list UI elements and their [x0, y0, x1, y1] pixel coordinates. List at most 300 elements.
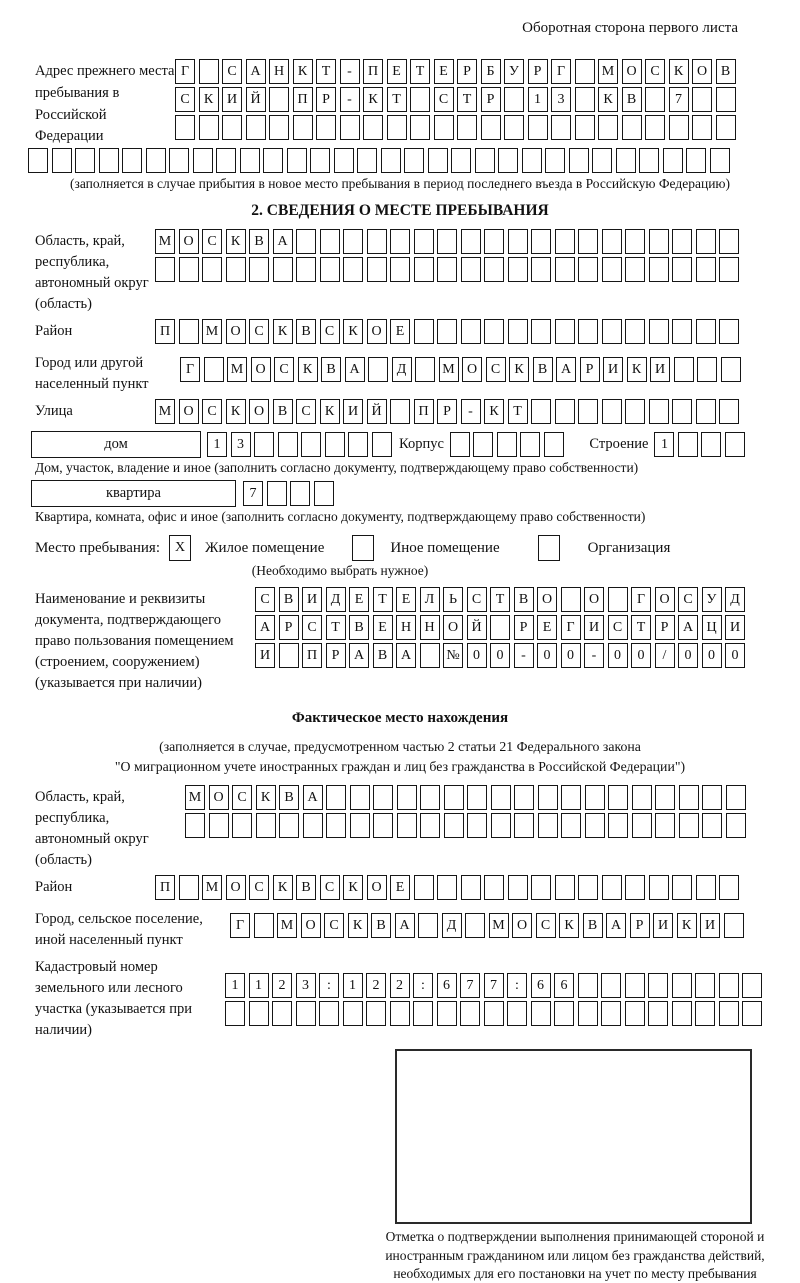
- empty-char-box: [701, 432, 721, 457]
- char-box: В: [279, 785, 299, 810]
- empty-char-box: [246, 115, 266, 140]
- char-box: :: [319, 973, 339, 998]
- empty-char-box: [437, 875, 457, 900]
- field-region: [35, 229, 800, 315]
- empty-char-box: [256, 813, 276, 838]
- char-box: И: [222, 87, 242, 112]
- empty-char-box: [632, 813, 652, 838]
- district-actual-label: Район: [35, 879, 73, 896]
- empty-char-box: [366, 1001, 386, 1026]
- char-box: Р: [481, 87, 501, 112]
- empty-char-box: [414, 319, 434, 344]
- empty-char-box: [672, 399, 692, 424]
- char-box: Е: [373, 615, 393, 640]
- char-box: В: [296, 875, 316, 900]
- stay-type-checkbox-other: [352, 535, 374, 561]
- empty-char-box: [672, 973, 692, 998]
- empty-char-box: [719, 229, 739, 254]
- char-box: К: [226, 229, 246, 254]
- char-box: Р: [457, 59, 477, 84]
- char-box: М: [598, 59, 618, 84]
- empty-char-box: [702, 813, 722, 838]
- empty-char-box: [325, 432, 345, 457]
- empty-char-box: [484, 1001, 504, 1026]
- char-box: 6: [437, 973, 457, 998]
- char-box: Н: [396, 615, 416, 640]
- char-box: Ц: [702, 615, 722, 640]
- char-box: Е: [387, 59, 407, 84]
- empty-char-box: [678, 432, 698, 457]
- char-box: С: [645, 59, 665, 84]
- empty-char-box: [696, 229, 716, 254]
- char-box: В: [533, 357, 553, 382]
- char-box: Т: [508, 399, 528, 424]
- char-box: К: [343, 319, 363, 344]
- char-box: 2: [272, 973, 292, 998]
- empty-char-box: [649, 399, 669, 424]
- empty-char-box: [742, 1001, 762, 1026]
- char-box: Г: [631, 587, 651, 612]
- empty-char-box: [467, 813, 487, 838]
- empty-char-box: [592, 148, 612, 173]
- empty-char-box: [672, 875, 692, 900]
- char-box: С: [255, 587, 275, 612]
- empty-char-box: [608, 785, 628, 810]
- char-box: И: [584, 615, 604, 640]
- empty-char-box: [169, 148, 189, 173]
- street-label: Улица: [35, 403, 73, 420]
- empty-char-box: [199, 115, 219, 140]
- city-actual-row: [230, 913, 747, 938]
- house-type-box: дом: [31, 431, 201, 458]
- char-box: Р: [514, 615, 534, 640]
- city-label: Город или другой населенный пункт: [35, 355, 149, 393]
- empty-char-box: [602, 229, 622, 254]
- char-box: М: [202, 875, 222, 900]
- empty-char-box: [578, 973, 598, 998]
- empty-char-box: [414, 229, 434, 254]
- empty-char-box: [465, 913, 485, 938]
- empty-char-box: [555, 875, 575, 900]
- prev-address-label: Адрес прежнего места пребывания в Российской Федерации: [35, 63, 175, 145]
- empty-char-box: [437, 229, 457, 254]
- empty-char-box: [692, 115, 712, 140]
- empty-char-box: [522, 148, 542, 173]
- empty-char-box: [555, 257, 575, 282]
- empty-char-box: [52, 148, 72, 173]
- empty-char-box: [460, 1001, 480, 1026]
- char-box: О: [367, 319, 387, 344]
- empty-char-box: [204, 357, 224, 382]
- empty-char-box: [544, 432, 564, 457]
- empty-char-box: [367, 257, 387, 282]
- char-box: В: [249, 229, 269, 254]
- empty-char-box: [672, 1001, 692, 1026]
- empty-char-box: [272, 1001, 292, 1026]
- char-box: С: [324, 913, 344, 938]
- empty-char-box: [622, 115, 642, 140]
- char-box: К: [348, 913, 368, 938]
- empty-char-box: [199, 59, 219, 84]
- char-box: 6: [554, 973, 574, 998]
- empty-char-box: [75, 148, 95, 173]
- empty-char-box: [686, 148, 706, 173]
- empty-char-box: [390, 257, 410, 282]
- stroenie-cells: [654, 432, 748, 457]
- empty-char-box: [461, 229, 481, 254]
- char-box: И: [653, 913, 673, 938]
- char-box: Т: [457, 87, 477, 112]
- char-box: И: [650, 357, 670, 382]
- empty-char-box: [561, 813, 581, 838]
- empty-char-box: [645, 87, 665, 112]
- empty-char-box: [625, 319, 645, 344]
- char-box: Т: [373, 587, 393, 612]
- char-box: О: [179, 399, 199, 424]
- empty-char-box: [415, 357, 435, 382]
- field-district: [35, 319, 800, 347]
- empty-char-box: [508, 319, 528, 344]
- empty-char-box: [679, 813, 699, 838]
- stay-type-note: (Необходимо выбрать нужное): [251, 563, 429, 579]
- empty-char-box: [28, 148, 48, 173]
- char-box: М: [185, 785, 205, 810]
- char-box: А: [273, 229, 293, 254]
- char-box: Е: [396, 587, 416, 612]
- char-box: М: [227, 357, 247, 382]
- empty-char-box: [301, 432, 321, 457]
- empty-char-box: [645, 115, 665, 140]
- char-box: В: [514, 587, 534, 612]
- empty-char-box: [663, 148, 683, 173]
- char-box: -: [584, 643, 604, 668]
- char-box: В: [716, 59, 736, 84]
- empty-char-box: [216, 148, 236, 173]
- empty-char-box: [655, 813, 675, 838]
- empty-char-box: [601, 973, 621, 998]
- char-box: С: [608, 615, 628, 640]
- korpus-label: Корпус: [399, 436, 444, 453]
- empty-char-box: [538, 785, 558, 810]
- empty-char-box: [179, 257, 199, 282]
- empty-char-box: [742, 973, 762, 998]
- char-box: В: [349, 615, 369, 640]
- char-box: К: [484, 399, 504, 424]
- empty-char-box: [504, 87, 524, 112]
- char-box: Е: [390, 319, 410, 344]
- char-box: О: [512, 913, 532, 938]
- empty-char-box: [193, 148, 213, 173]
- char-box: -: [514, 643, 534, 668]
- empty-char-box: [696, 257, 716, 282]
- empty-char-box: [155, 257, 175, 282]
- char-box: Р: [316, 87, 336, 112]
- empty-char-box: [719, 257, 739, 282]
- empty-char-box: [314, 481, 334, 506]
- empty-char-box: [357, 148, 377, 173]
- char-box: Е: [537, 615, 557, 640]
- empty-char-box: [418, 913, 438, 938]
- empty-char-box: [669, 115, 689, 140]
- char-box: А: [678, 615, 698, 640]
- empty-char-box: [319, 1001, 339, 1026]
- stroenie-label: Строение: [589, 436, 649, 453]
- empty-char-box: [373, 785, 393, 810]
- empty-char-box: [625, 257, 645, 282]
- char-box: Г: [180, 357, 200, 382]
- empty-char-box: [575, 87, 595, 112]
- char-box: Г: [561, 615, 581, 640]
- char-box: Н: [269, 59, 289, 84]
- empty-char-box: [437, 1001, 457, 1026]
- empty-char-box: [269, 115, 289, 140]
- empty-char-box: [625, 973, 645, 998]
- empty-char-box: [263, 148, 283, 173]
- char-box: А: [556, 357, 576, 382]
- char-box: С: [274, 357, 294, 382]
- empty-char-box: [655, 785, 675, 810]
- char-box: Д: [725, 587, 745, 612]
- empty-char-box: [498, 148, 518, 173]
- empty-char-box: [554, 1001, 574, 1026]
- char-box: М: [439, 357, 459, 382]
- empty-char-box: [343, 257, 363, 282]
- empty-char-box: [491, 813, 511, 838]
- empty-char-box: [296, 257, 316, 282]
- char-box: Т: [490, 587, 510, 612]
- char-box: О: [622, 59, 642, 84]
- char-box: 2: [366, 973, 386, 998]
- char-box: -: [340, 59, 360, 84]
- empty-char-box: [585, 785, 605, 810]
- char-box: О: [226, 319, 246, 344]
- stamp-area: [385, 1049, 765, 1283]
- char-box: О: [301, 913, 321, 938]
- char-box: О: [655, 587, 675, 612]
- empty-char-box: [320, 257, 340, 282]
- char-box: 7: [243, 481, 263, 506]
- char-box: О: [226, 875, 246, 900]
- char-box: О: [537, 587, 557, 612]
- empty-char-box: [225, 1001, 245, 1026]
- char-box: П: [414, 399, 434, 424]
- empty-char-box: [397, 785, 417, 810]
- empty-char-box: [99, 148, 119, 173]
- empty-char-box: [616, 148, 636, 173]
- empty-char-box: [185, 813, 205, 838]
- char-box: 7: [484, 973, 504, 998]
- char-box: 3: [551, 87, 571, 112]
- empty-char-box: [484, 319, 504, 344]
- char-box: 0: [725, 643, 745, 668]
- empty-char-box: [575, 115, 595, 140]
- prev-address-row-3: [175, 115, 739, 140]
- char-box: В: [273, 399, 293, 424]
- empty-char-box: [538, 813, 558, 838]
- empty-char-box: [719, 399, 739, 424]
- char-box: П: [155, 875, 175, 900]
- actual-location-caption-1: (заполняется в случае, предусмотренном частью 2 статьи 21 Федерального закона: [159, 739, 641, 755]
- empty-char-box: [695, 973, 715, 998]
- empty-char-box: [555, 229, 575, 254]
- empty-char-box: [639, 148, 659, 173]
- empty-char-box: [692, 87, 712, 112]
- prev-address-caption: (заполняется в случае прибытия в новое место пребывания в период последнего въезда в Российскую Федерацию): [69, 176, 731, 191]
- empty-char-box: [719, 875, 739, 900]
- empty-char-box: [381, 148, 401, 173]
- house-row: [31, 431, 800, 458]
- empty-char-box: [390, 1001, 410, 1026]
- district-row: [155, 319, 743, 344]
- char-box: К: [343, 875, 363, 900]
- empty-char-box: [695, 1001, 715, 1026]
- char-box: 0: [490, 643, 510, 668]
- char-box: К: [627, 357, 647, 382]
- empty-char-box: [625, 875, 645, 900]
- empty-char-box: [578, 257, 598, 282]
- char-box: К: [226, 399, 246, 424]
- empty-char-box: [481, 115, 501, 140]
- empty-char-box: [598, 115, 618, 140]
- char-box: В: [279, 587, 299, 612]
- char-box: С: [296, 399, 316, 424]
- empty-char-box: [390, 229, 410, 254]
- empty-char-box: [531, 399, 551, 424]
- empty-char-box: [679, 785, 699, 810]
- char-box: К: [256, 785, 276, 810]
- char-box: С: [467, 587, 487, 612]
- region-actual-row-1: [185, 785, 749, 810]
- empty-char-box: [343, 1001, 363, 1026]
- prev-address-rows: [175, 59, 739, 148]
- char-box: А: [395, 913, 415, 938]
- char-box: М: [155, 399, 175, 424]
- char-box: Д: [326, 587, 346, 612]
- empty-char-box: [278, 432, 298, 457]
- empty-char-box: [303, 813, 323, 838]
- char-box: Т: [387, 87, 407, 112]
- field-district-actual: [35, 875, 800, 903]
- char-box: О: [692, 59, 712, 84]
- empty-char-box: [672, 319, 692, 344]
- char-box: К: [293, 59, 313, 84]
- char-box: 2: [390, 973, 410, 998]
- empty-char-box: [490, 615, 510, 640]
- field-cadastre: [35, 955, 800, 1041]
- document-label: Наименование и реквизиты документа, подтверждающего право пользования помещением (строением, сооружением) (указывается при наличии): [35, 591, 234, 692]
- char-box: Т: [326, 615, 346, 640]
- char-box: Т: [410, 59, 430, 84]
- char-box: 0: [537, 643, 557, 668]
- char-box: О: [179, 229, 199, 254]
- empty-char-box: [222, 115, 242, 140]
- empty-char-box: [719, 973, 739, 998]
- empty-char-box: [410, 87, 430, 112]
- empty-char-box: [702, 785, 722, 810]
- char-box: 1: [654, 432, 674, 457]
- empty-char-box: [209, 813, 229, 838]
- empty-char-box: [514, 813, 534, 838]
- char-box: И: [302, 587, 322, 612]
- char-box: Н: [420, 615, 440, 640]
- prev-address-block: [35, 59, 800, 148]
- empty-char-box: [343, 229, 363, 254]
- char-box: И: [603, 357, 623, 382]
- header-note: Оборотная сторона первого листа: [522, 20, 738, 36]
- char-box: А: [345, 357, 365, 382]
- empty-char-box: [367, 229, 387, 254]
- empty-char-box: [413, 1001, 433, 1026]
- region-actual-label: Область, край, республика, автономный округ (область): [35, 789, 149, 869]
- empty-char-box: [296, 229, 316, 254]
- empty-char-box: [387, 115, 407, 140]
- char-box: С: [678, 587, 698, 612]
- empty-char-box: [507, 1001, 527, 1026]
- empty-char-box: [420, 785, 440, 810]
- district-label: Район: [35, 323, 73, 340]
- char-box: /: [655, 643, 675, 668]
- char-box: 1: [207, 432, 227, 457]
- actual-location-caption-2: "О миграционном учете иностранных граждан и лиц без гражданства в Российской Федерации"): [114, 759, 686, 775]
- char-box: :: [507, 973, 527, 998]
- char-box: П: [302, 643, 322, 668]
- empty-char-box: [434, 115, 454, 140]
- stay-type-option-residential: Жилое помещение: [205, 539, 325, 556]
- empty-char-box: [290, 481, 310, 506]
- empty-char-box: [296, 1001, 316, 1026]
- prev-address-row-4: [28, 148, 800, 173]
- empty-char-box: [316, 115, 336, 140]
- empty-char-box: [555, 319, 575, 344]
- char-box: А: [606, 913, 626, 938]
- char-box: П: [293, 87, 313, 112]
- empty-char-box: [267, 481, 287, 506]
- empty-char-box: [602, 257, 622, 282]
- char-box: Т: [316, 59, 336, 84]
- char-box: Е: [434, 59, 454, 84]
- char-box: 1: [528, 87, 548, 112]
- empty-char-box: [578, 1001, 598, 1026]
- empty-char-box: [648, 973, 668, 998]
- document-row-1: [255, 587, 749, 612]
- char-box: О: [443, 615, 463, 640]
- empty-char-box: [368, 357, 388, 382]
- char-box: С: [249, 875, 269, 900]
- empty-char-box: [608, 587, 628, 612]
- field-document: [35, 587, 800, 694]
- empty-char-box: [334, 148, 354, 173]
- empty-char-box: [719, 1001, 739, 1026]
- empty-char-box: [726, 785, 746, 810]
- char-box: О: [462, 357, 482, 382]
- empty-char-box: [348, 432, 368, 457]
- char-box: К: [669, 59, 689, 84]
- char-box: В: [371, 913, 391, 938]
- char-box: Р: [580, 357, 600, 382]
- cadastre-label: Кадастровый номер земельного или лесного участка (указывается при наличии): [35, 959, 192, 1039]
- char-box: О: [249, 399, 269, 424]
- cadastre-row-2: [225, 1001, 766, 1026]
- char-box: 1: [249, 973, 269, 998]
- char-box: К: [199, 87, 219, 112]
- empty-char-box: [696, 399, 716, 424]
- empty-char-box: [649, 257, 669, 282]
- empty-char-box: [508, 229, 528, 254]
- char-box: С: [232, 785, 252, 810]
- empty-char-box: [473, 432, 493, 457]
- char-box: Р: [437, 399, 457, 424]
- empty-char-box: [531, 257, 551, 282]
